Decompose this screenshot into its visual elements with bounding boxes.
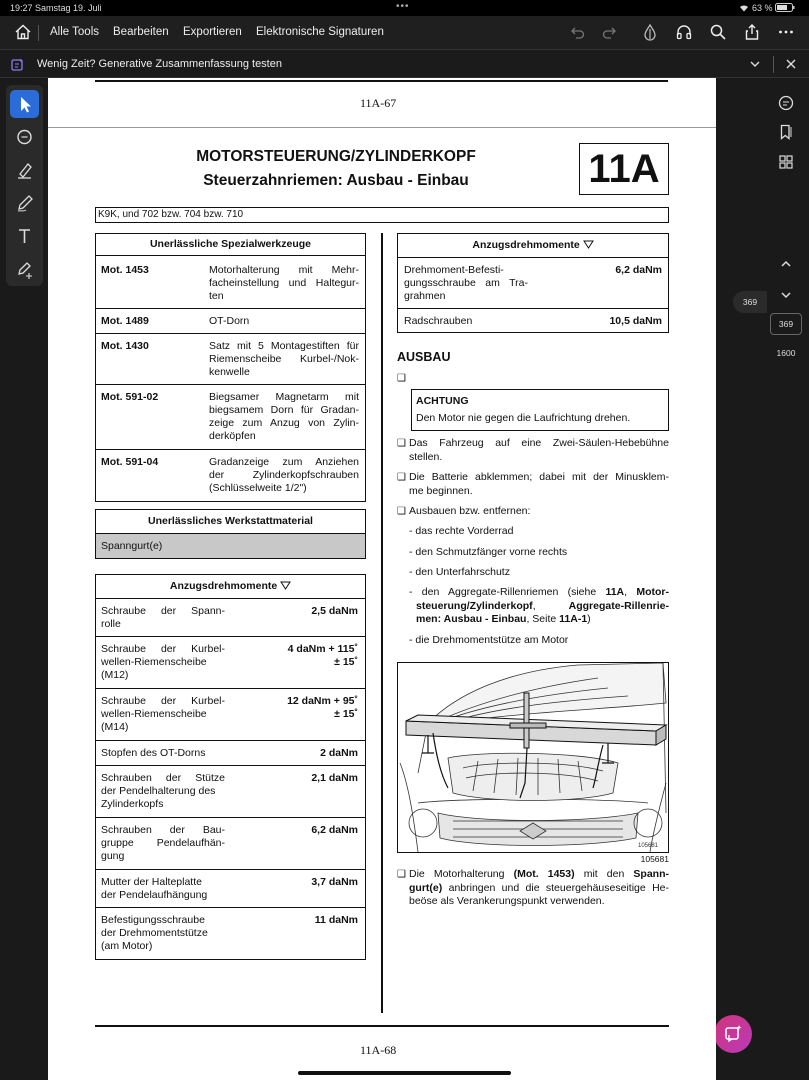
- undo-icon[interactable]: [568, 23, 586, 41]
- menu-export[interactable]: Exportieren: [183, 26, 242, 38]
- menu-all-tools[interactable]: Alle Tools: [50, 26, 100, 38]
- caution-text: Den Motor nie gegen die Laufrichtung drehen.: [416, 412, 631, 424]
- page-separator: [48, 127, 716, 128]
- comment-tool[interactable]: [10, 123, 39, 151]
- ai-summary-banner[interactable]: [0, 49, 809, 78]
- row-divider: [96, 333, 365, 334]
- chevron-down-icon[interactable]: [777, 289, 795, 301]
- row-divider: [398, 308, 668, 309]
- special-tools-header: Unerlässliche Spezialwerkzeuge: [96, 234, 365, 256]
- ai-sparkle-icon: [714, 1015, 752, 1053]
- sub-item-belt: - den Aggregate-Rillenriemen (siehe 11A, Motor- steuerung/Zylinderkopf, Aggregate-Rillenrie- men: Ausbau - Einbau, Seite 11A-1): [409, 586, 669, 625]
- step-text: Die Batterie abklemmen; dabei mit der Minusklem- me beginnen.: [409, 471, 669, 497]
- column-divider: [381, 233, 383, 1013]
- engine-support-figure: [397, 662, 669, 853]
- banner-text: Wenig Zeit? Generative Zusammenfassung testen: [37, 58, 282, 70]
- torque-label: Mutter der Halteplatte der Pendelaufhängung: [101, 876, 208, 901]
- torque-label: Stopfen des OT-Dorns: [101, 747, 206, 759]
- thumbnails-icon[interactable]: [778, 154, 794, 170]
- menu-edit[interactable]: Bearbeiten: [113, 26, 169, 38]
- section-badge: 11A: [579, 143, 669, 195]
- step-text: Das Fahrzeug auf eine Zwei-Säulen-Hebebühne stellen.: [409, 437, 669, 463]
- caution-title: ACHTUNG: [416, 395, 469, 407]
- special-tools-table: [95, 233, 366, 502]
- home-icon[interactable]: [14, 23, 32, 41]
- torque-value: 6,2 daNm: [311, 824, 358, 836]
- fill-sign-icon[interactable]: [641, 23, 659, 41]
- torque-value: 10,5 daNm: [609, 315, 662, 327]
- torque-table-right: [397, 233, 669, 333]
- document-subtitle: Steuerzahnriemen: Ausbau - Einbau: [203, 172, 469, 189]
- sub-item: - den Unterfahrschutz: [409, 566, 510, 578]
- status-bar: [0, 0, 809, 16]
- signature-pen-icon: [10, 255, 39, 283]
- page-number-field[interactable]: 369: [770, 313, 802, 335]
- engine-bay-illustration: [398, 663, 668, 852]
- step-text: Die Motorhalterung (Mot. 1453) mit den Spann- gurt(e) anbringen und die steuergehäuseseitige He- beöse als Verankerungspunkt verwenden.: [409, 868, 670, 907]
- torque-value: 2 daNm: [320, 747, 358, 759]
- tool-code: Mot. 591-04: [101, 456, 159, 468]
- draw-tool[interactable]: [10, 189, 39, 217]
- menu-e-signatures[interactable]: Elektronische Signaturen: [256, 26, 384, 38]
- tool-description: Motorhalterung mit Mehr- facheinstellung und Haltegur- ten: [209, 264, 359, 302]
- wifi-icon: [739, 4, 749, 12]
- document-page: [48, 78, 716, 1080]
- redo-icon[interactable]: [601, 23, 619, 41]
- caution-box: [411, 389, 669, 431]
- sub-item: - die Drehmomentstütze am Motor: [409, 634, 569, 646]
- multitask-dots-icon[interactable]: •••: [396, 1, 410, 12]
- figure-number: 105681: [640, 854, 669, 864]
- sign-tool[interactable]: [10, 255, 39, 283]
- checkbox-icon: ❑: [397, 438, 406, 449]
- torque-label: Drehmoment-Befesti- gungsschraube am Tra- grahmen: [404, 264, 528, 302]
- battery-percent: 63 %: [751, 3, 773, 13]
- row-divider: [96, 308, 365, 309]
- checkbox-icon: ❑: [397, 373, 406, 384]
- torque-header: Anzugsdrehmomente: [398, 234, 668, 258]
- torque-value: 11 daNm: [314, 914, 358, 926]
- tool-code: Mot. 1453: [101, 264, 149, 276]
- checkbox-icon: ❑: [397, 506, 406, 517]
- text-tool[interactable]: [10, 222, 39, 250]
- workshop-material-table: [95, 509, 366, 559]
- battery-icon: [775, 3, 795, 12]
- torque-table-left: [95, 574, 366, 960]
- row-divider: [96, 817, 365, 818]
- ai-assistant-button[interactable]: [714, 1015, 752, 1053]
- read-aloud-icon[interactable]: [675, 23, 693, 41]
- status-time: 19:27 Samstag 19. Juli: [10, 3, 102, 13]
- app-toolbar: [0, 16, 809, 49]
- torque-label: Radschrauben: [404, 315, 473, 327]
- torque-value: 3,7 daNm: [311, 876, 358, 888]
- bookmark-icon[interactable]: [778, 124, 794, 140]
- select-tool[interactable]: [10, 90, 39, 118]
- share-icon[interactable]: [743, 23, 761, 41]
- chevron-up-icon[interactable]: [777, 258, 795, 270]
- row-divider: [96, 688, 365, 689]
- home-indicator[interactable]: [298, 1071, 511, 1075]
- close-icon[interactable]: [785, 58, 797, 70]
- cursor-arrow-icon: [10, 90, 39, 118]
- torque-header: Anzugsdrehmomente: [96, 575, 365, 599]
- step-text: Ausbauen bzw. entfernen:: [409, 505, 531, 517]
- section-heading: AUSBAU: [397, 350, 451, 364]
- sub-item: - den Schmutzfänger vorne rechts: [409, 546, 568, 558]
- more-icon[interactable]: [777, 23, 795, 41]
- workshop-material-row: [96, 534, 365, 558]
- torque-label: Schraube der Kurbel- wellen-Riemenscheibe (M12): [101, 643, 225, 681]
- page-number-top: 11A-67: [360, 96, 397, 110]
- row-divider: [96, 869, 365, 870]
- chevron-down-icon[interactable]: [749, 59, 761, 69]
- engine-type-text: K9K, und 702 bzw. 704 bzw. 710: [98, 209, 244, 220]
- row-divider: [96, 636, 365, 637]
- highlight-tool[interactable]: [10, 156, 39, 184]
- bottom-rule: [95, 1025, 669, 1027]
- highlighter-icon: [10, 156, 39, 184]
- figure-inner-number: 105681: [638, 843, 659, 849]
- torque-label: Befestigungsschraube der Drehmomentstütze (am Motor): [101, 914, 208, 952]
- workshop-material-item: Spanngurt(e): [101, 540, 163, 552]
- checkbox-icon: ❑: [397, 472, 406, 483]
- torque-label: Schraube der Spann- rolle: [101, 605, 225, 630]
- tool-code: Mot. 591-02: [101, 391, 159, 403]
- row-divider: [96, 384, 365, 385]
- tool-description: Gradanzeige zum Anziehen der Zylinderkopfschrauben (Schlüsselweite 1/2"): [209, 456, 359, 494]
- torque-label: Schraube der Kurbel- wellen-Riemenscheibe (M14): [101, 695, 225, 733]
- sub-item: - das rechte Vorderrad: [409, 525, 514, 537]
- annotation-toolbar: [6, 85, 43, 286]
- torque-label: Schrauben der Stütze der Pendelhalterung des Zylinderkopfs: [101, 772, 225, 810]
- checkbox-icon: ❑: [397, 869, 406, 880]
- battery-indicator: [739, 3, 795, 13]
- tool-description: Biegsamer Magnetarm mit biegsamem Dorn für Gradan- zeige zum Anzug von Zylin- derköpfen: [209, 391, 359, 442]
- torque-value: 2,1 daNm: [311, 772, 358, 784]
- torque-value: 2,5 daNm: [311, 605, 358, 617]
- row-divider: [96, 907, 365, 908]
- tool-description: Satz mit 5 Montagestiften für Riemenscheibe Kurbel-/Nok- kenwelle: [209, 340, 359, 378]
- tool-code: Mot. 1430: [101, 340, 149, 352]
- torque-label: Schrauben der Bau- gruppe Pendelaufhän- gung: [101, 824, 225, 862]
- row-divider: [96, 740, 365, 741]
- top-rule: [95, 80, 668, 82]
- workshop-material-header: Unerlässliches Werkstattmaterial: [96, 510, 365, 534]
- ai-chat-icon[interactable]: [778, 95, 794, 111]
- page-total: 1600: [776, 348, 796, 358]
- right-rail: [764, 78, 809, 1080]
- ai-assistant-icon: [11, 58, 24, 71]
- torque-triangle-icon: [583, 240, 594, 249]
- engine-type-box: [95, 207, 669, 223]
- page-indicator-tab[interactable]: 369: [733, 291, 767, 313]
- row-divider: [96, 765, 365, 766]
- text-icon: [10, 222, 39, 250]
- torque-value: 12 daNm + 95˚ ± 15˚: [287, 695, 358, 720]
- search-icon[interactable]: [709, 23, 727, 41]
- row-divider: [96, 449, 365, 450]
- comment-icon: [10, 123, 39, 151]
- pencil-icon: [10, 189, 39, 217]
- page-number-bottom: 11A-68: [360, 1043, 397, 1057]
- torque-triangle-icon: [280, 581, 291, 590]
- document-title: MOTORSTEUERUNG/ZYLINDERKOPF: [196, 148, 476, 165]
- torque-value: 6,2 daNm: [615, 264, 662, 276]
- tool-description: OT-Dorn: [209, 315, 250, 327]
- tool-code: Mot. 1489: [101, 315, 149, 327]
- torque-value: 4 daNm + 115˚ ± 15˚: [287, 643, 358, 668]
